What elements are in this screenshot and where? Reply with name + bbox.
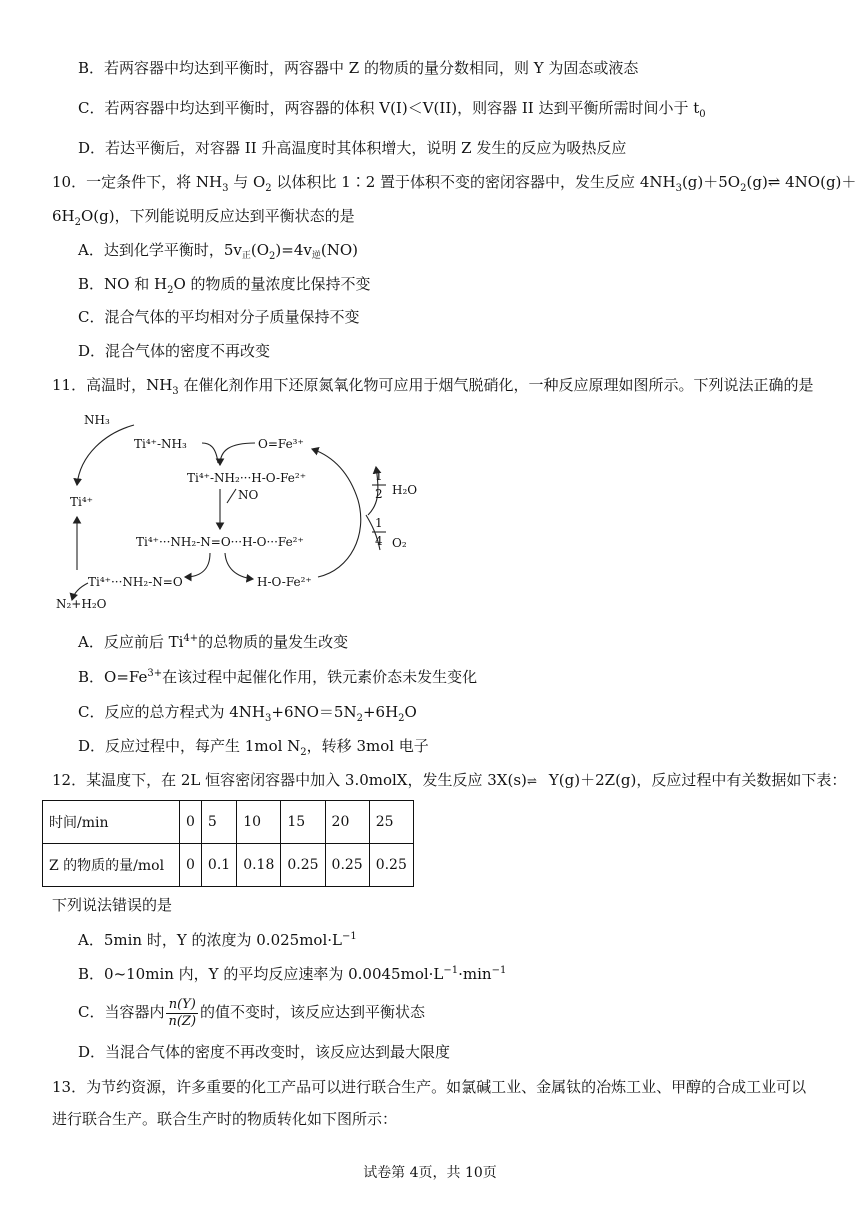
label-o-fe3: O=Fe³⁺ <box>258 437 304 451</box>
table-cell: 20 <box>325 801 369 844</box>
label-intermediate: Ti⁴⁺···NH₂-N=O···H-O···Fe²⁺ <box>136 535 304 549</box>
label-no: NO <box>238 488 259 502</box>
q10-stem-line2: $6H_2O(g)$，下列能说明反应达到平衡状态的是 <box>52 207 355 228</box>
frac2-den: 4 <box>375 534 383 548</box>
table-cell: 0.25 <box>281 844 325 887</box>
q12-prompt: 下列说法错误的是 <box>52 896 173 914</box>
q10-option-c: C．混合气体的平均相对分子质量保持不变 <box>78 308 360 326</box>
frac1-den: 2 <box>375 487 383 501</box>
q13-stem-line1: 13．为节约资源，许多重要的化工产品可以进行联合生产。如氯碱工业、金属钛的冶炼工业、甲醇的合成工业可以 <box>52 1078 807 1096</box>
label-hofe2: H-O-Fe²⁺ <box>257 575 312 589</box>
q10-option-b: B．NO 和 $H_2O$ 的物质的量浓度比保持不变 <box>78 275 371 296</box>
ratio-fraction: $\frac{n(Y)}{n(Z)}$ <box>168 996 197 1029</box>
label-ti4: Ti⁴⁺ <box>70 495 93 509</box>
frac1-num: 1 <box>375 469 383 483</box>
q12-data-table <box>42 800 414 887</box>
table-cell: 25 <box>369 801 413 844</box>
q11-option-c: C．反应的总方程式为 $4NH_3+6NO=5N_2+6H_2O$ <box>78 703 417 724</box>
page-footer: 试卷第 4页，共 10页 <box>363 1165 497 1181</box>
table-cell: 15 <box>281 801 325 844</box>
table-cell: 0.25 <box>369 844 413 887</box>
reaction-mechanism-diagram <box>50 405 430 620</box>
q9-option-d: D．若达平衡后，对容器 II 升高温度时其体积增大，说明 Z 发生的反应为吸热反应 <box>78 139 627 157</box>
table-cell: 0 <box>180 801 202 844</box>
label-o2-in: O₂ <box>392 536 407 550</box>
table-cell: 5 <box>201 801 236 844</box>
table-cell: 0.18 <box>237 844 281 887</box>
table-cell: 0.1 <box>201 844 236 887</box>
table-cell: 0 <box>180 844 202 887</box>
equilibrium-arrows-icon: ⇌ <box>526 774 537 788</box>
q11-option-d: D．反应过程中，每产生 1mol $N_2$，转移 3mol 电子 <box>78 737 429 758</box>
label-ti-nh2-no: Ti⁴⁺···NH₂-N=O <box>88 575 183 589</box>
q10-stem-line1: 10．一定条件下，将 $NH_3$ 与 $O_2$ 以体积比 1∶2 置于体积不变的密闭容器中，发生反应 $4NH_3(g)+5O_2(g)\rightleftharpoons$ 4NO(g)＋ <box>52 173 857 194</box>
q10-option-a: A．达到化学平衡时，$5v_正(O_2)=4v_逆(NO)$ <box>78 241 359 262</box>
table-row <box>43 844 414 887</box>
q12-option-c: C．当容器内 $\frac{n(Y)}{n(Z)}$ 的值不变时，该反应达到平衡状态 <box>78 996 426 1029</box>
label-nh3: NH₃ <box>84 413 110 427</box>
q12-stem: 12．某温度下，在 2L 恒容密闭容器中加入 3.0molX，发生反应 3X(s)⇌ Y(g)＋2Z(g)，反应过程中有关数据如下表： <box>52 771 847 789</box>
table-header-time: 时间/min <box>43 801 180 844</box>
q10-option-d: D．混合气体的密度不再改变 <box>78 342 271 360</box>
q9-option-c: C．若两容器中均达到平衡时，两容器的体积 V(I)＜V(II)，则容器 II 达到平衡所需时间小于 $t_0$ <box>78 99 706 120</box>
table-row <box>43 801 414 844</box>
label-h2o-out: H₂O <box>392 483 418 497</box>
q12-option-b: B．0~10min 内，Y 的平均反应速率为 $0.0045mol\cdot L^{-1}\cdot\min^{-1}$ <box>78 965 507 983</box>
q13-stem-line2: 进行联合生产。联合生产时的物质转化如下图所示： <box>52 1110 398 1128</box>
q11-stem: 11．高温时，$NH_3$ 在催化剂作用下还原氮氧化物可应用于烟气脱硝化，一种反应原理如图所示。下列说法正确的是 <box>52 376 814 397</box>
q11-option-b: B．$O=Fe^{3+}$在该过程中起催化作用，铁元素价态未发生变化 <box>78 668 478 686</box>
label-ti-nh3: Ti⁴⁺-NH₃ <box>134 437 187 451</box>
table-header-amount: Z 的物质的量/mol <box>43 844 180 887</box>
table-cell: 10 <box>237 801 281 844</box>
q12-option-a: A．5min 时，Y 的浓度为 $0.025mol\cdot L^{-1}$ <box>78 931 357 949</box>
frac2-num: 1 <box>375 516 383 530</box>
label-ti-nh2-hofe: Ti⁴⁺-NH₂···H-O-Fe²⁺ <box>187 471 307 485</box>
q12-option-d: D．当混合气体的密度不再改变时，该反应达到最大限度 <box>78 1043 451 1061</box>
q9-option-b: B．若两容器中均达到平衡时，两容器中 Z 的物质的量分数相同，则 Y 为固态或液态 <box>78 59 639 77</box>
table-cell: 0.25 <box>325 844 369 887</box>
q11-option-a: A．反应前后 $Ti^{4+}$的总物质的量发生改变 <box>78 633 349 651</box>
label-n2-h2o: N₂+H₂O <box>56 597 107 611</box>
